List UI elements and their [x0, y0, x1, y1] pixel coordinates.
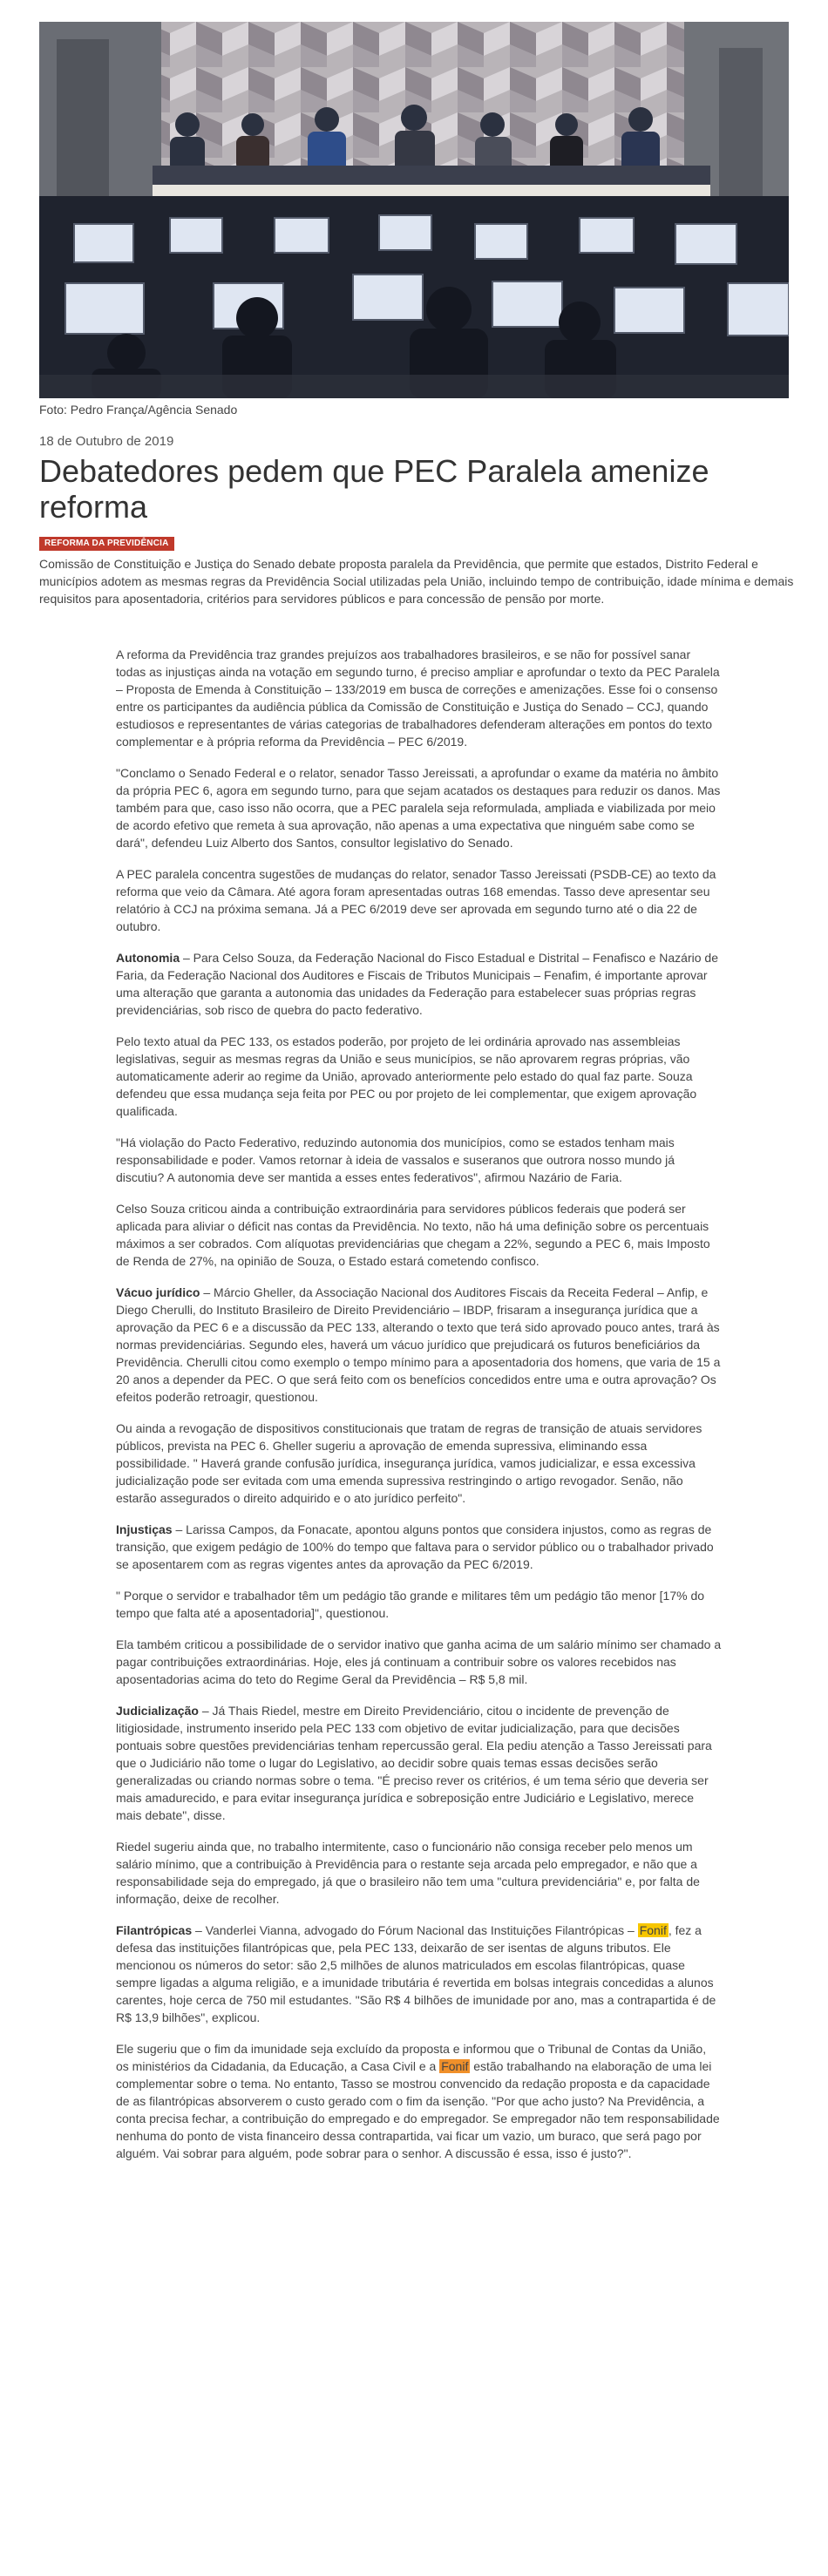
article-photo: [39, 22, 789, 398]
paragraph: A PEC paralela concentra sugestões de mudanças do relator, senador Tasso Jereissati (PSDB-CE) ao texto da reforma que veio da Câmara. Até agora foram apresentadas outras 168 emendas. Tasso deve apresentar seu relatório à CCJ na próxima semana. Já a PEC 6/2019 deve ser aprovada em segundo turno até o dia 22 de outubro.: [116, 867, 716, 933]
photo-caption: Foto: Pedro França/Agência Senado: [39, 403, 238, 417]
article-title: Debatedores pedem que PEC Paralela amenize reforma: [39, 453, 709, 525]
paragraph: Judicialização – Já Thais Riedel, mestre em Direito Previdenciário, citou o incidente de prevenção de litigiosidade, instrumento inserido pela PEC 133 com objetivo de evitar judicialização, para que decisões pontuais sobre questões previdenciárias tenham repercussão geral. Ela pediu atenção a Tasso Jereissati para que o Judiciário não tome o lugar do Legislativo, ao decidir sobre quais temas essas decisões serão generalizadas ou criando normas sobre o tema. "É preciso rever os critérios, é um tema sério que deveria ser mais amadurecido, e para evitar insegurança jurídica e sobreposição entre Judiciário e Legislativo, merece mais debate", disse.: [116, 1704, 712, 1822]
paragraph: " Porque o servidor e trabalhador têm um pedágio tão grande e militares têm um pedágio tão menor [17% do tempo que falta até a aposentadoria]", questionou.: [116, 1589, 705, 1620]
section-lead: Filantrópicas: [116, 1923, 193, 1937]
highlighted-term: Fonif: [441, 2059, 469, 2073]
paragraph: Ela também criticou a possibilidade de o servidor inativo que ganha acima de um salário mínimo ser chamado a pagar contribuições extraordinárias. Hoje, eles já continuam a contribuir sobre os valores recebidos nas aposentadorias acima do teto do Regime Geral da Previdência – R$ 5,8 mil.: [116, 1637, 722, 1686]
paragraph: Autonomia – Para Celso Souza, da Federação Nacional do Fisco Estadual e Distrital – Fenafisco e Nazário de Faria, da Federação Nacional dos Auditores e Fiscais de Tributos Municipais – Fenafim, é importante aprovar uma alteração que garanta a autonomia das unidades da Federação para estabelecer suas próprias regras previdenciárias, sob risco de quebra do pacto federativo.: [116, 951, 718, 1017]
section-lead: Judicialização: [116, 1704, 199, 1718]
paragraph: "Conclamo o Senado Federal e o relator, senador Tasso Jereissati, a aprofundar o exame da matéria no âmbito da própria PEC 6, agora em segundo turno, para que sejam acatados os destaques para reduzir os danos. Mas também para que, caso isso não ocorra, que a PEC paralela seja reformulada, ampliada e viabilizada por meio de acordo efetivo que remeta à sua aprovação, não apenas a uma expectativa que ninguém sabe como se dará", defendeu Luiz Alberto dos Santos, consultor legislativo do Senado.: [116, 766, 721, 850]
paragraph-final: Ele sugeriu que o fim da imunidade seja excluído da proposta e informou que o Tribunal de Contas da União, os ministérios da Cidadania, da Educação, a Casa Civil e a Fonif estão trabalhando na elaboração de uma lei complementar sobre o tema. No entanto, Tasso se mostrou convencido da redação proposta e da capacidade de as filantrópicas absorverem o custo gerado com o fim da isenção. "Por que acho justo? Na Previdência, a conta precisa fechar, a contribuição do empregado e do empregador. Se empregador não tem responsabilidade nenhuma do ponto de vista financeiro dessa contrapartida, vai ficar um vazio, um buraco, que será pago por alguém. Vai sobrar para alguém, pode sobrar para o senhor. A discussão é essa, isso é justo?".: [116, 2042, 720, 2160]
paragraph: Riedel sugeriu ainda que, no trabalho intermitente, caso o funcionário não consiga receber pelo menos um salário mínimo, que a contribuição à Previdência para o restante seja arcada pelo empregador, e não que a responsabilidade seja do empregado, já que o brasileiro não tem uma "cultura previdenciária" e, por falta de informação, deixe de recolher.: [116, 1840, 700, 1906]
publish-date: 18 de Outubro de 2019: [39, 434, 174, 449]
article-lead: Comissão de Constituição e Justiça do Senado debate proposta paralela da Previdência, que permite que estados, Distrito Federal e municípios adotem as mesmas regras da Previdência Social utilizadas pela União, incluindo tempo de contribuição, idade mínima e demais requisitos para aposentadoria, critérios para servidores públicos e para concessão de pensão por morte.: [39, 557, 794, 606]
paragraph: Injustiças – Larissa Campos, da Fonacate, apontou alguns pontos que considera injustos, como as regras de transição, que exigem pedágio de 100% do tempo que faltava para o servidor público ou o trabalhador privado se aposentarem com as regras vigentes antes da aprovação da PEC 6/2019.: [116, 1522, 714, 1571]
paragraph-filantropicas: Filantrópicas – Vanderlei Vianna, advogado do Fórum Nacional das Instituições Filantrópicas – Fonif , fez a defesa das instituições filantrópicas que, pela PEC 133, deixarão de ser isentas de alguns tributos. Ele mencionou os números do setor: são 2,5 milhões de alunos matriculados em escolas filantrópicas, quase sempre ligadas a alguma religião, e a imunidade tributária é revertida em bolsas integrais concedidas a alunos carentes, hoje cerca de 750 mil estudantes. "São R$ 4 bilhões de imunidade por ano, mas a contrapartida é de R$ 13,9 bilhões", explicou.: [116, 1923, 716, 2024]
section-lead: Autonomia: [116, 951, 180, 965]
category-tag[interactable]: REFORMA DA PREVIDÊNCIA: [39, 537, 174, 551]
highlighted-term: Fonif: [639, 1923, 667, 1937]
paragraph: Pelo texto atual da PEC 133, os estados poderão, por projeto de lei ordinária aprovado nas assembleias legislativas, seguir as mesmas regras da União e seus municípios, se não aprovarem regras próprias, vão automaticamente aderir ao regime da União, aprovado anteriormente pelo estado do qual faz parte. Souza defendeu que essa mudança seja feita por PEC ou por projeto de lei complementar, que exigem aprovação qualificada.: [116, 1034, 697, 1118]
paragraph: "Há violação do Pacto Federativo, reduzindo autonomia dos municípios, como se estados tenham mais responsabilidade e poder. Vamos retornar à ideia de vassalos e suseranos que outrora nosso mundo já discutiu? A autonomia deve ser mantida a esses entes federativos", afirmou Nazário de Faria.: [116, 1135, 675, 1184]
paragraph: Ou ainda a revogação de dispositivos constitucionais que tratam de regras de transição de atuais servidores públicos, prevista na PEC 6. Gheller sugeriu a aprovação de emenda supressiva, eliminando essa possibilidade. " Haverá grande confusão jurídica, insegurança jurídica, vamos judicializar, e essa excessiva judicialização pode ser evitada com uma emenda supressiva restringindo o artigo revogador. Senão, não estarão assegurados o direito adquirido e o ato jurídico perfeito".: [116, 1421, 702, 1505]
paragraph: Celso Souza criticou ainda a contribuição extraordinária para servidores públicos federais que poderá ser aplicada para aliviar o déficit nas contas da Previdência. No texto, não há uma definição sobre os percentuais máximos a ser cobrados. Com alíquotas previdenciárias que chegam a 22%, segundo a PEC 6, mais Imposto de Renda de 27%, na opinião de Souza, o Estado estará cometendo confisco.: [116, 1202, 710, 1268]
article-body: [116, 646, 722, 2176]
photo-illustration: [39, 22, 789, 398]
paragraph: Vácuo jurídico – Márcio Gheller, da Associação Nacional dos Auditores Fiscais da Receita Federal – Anfip, e Diego Cherulli, do Instituto Brasileiro de Direito Previdenciário – IBDP, frisaram a insegurança jurídica que a aprovação da PEC 6 e a discussão da PEC 133, alterando o texto que terá sido aprovado pouco antes, trará às normas previdenciárias. Segundo eles, haverá um vácuo jurídico que prejudicará os futuros beneficiários da Previdência. Cherulli citou como exemplo o tempo mínimo para a aposentadoria dos homens, que varia de 15 a 20 anos a depender da PEC. O que será feito com os benefícios concedidos entre uma e outra aprovação? Os efeitos poderão retroagir, questionou.: [116, 1285, 721, 1404]
section-lead: Injustiças: [116, 1522, 173, 1536]
section-lead: Vácuo jurídico: [116, 1285, 200, 1299]
paragraph: A reforma da Previdência traz grandes prejuízos aos trabalhadores brasileiros, e se não for possível sanar todas as injustiças ainda na votação em segundo turno, é preciso ampliar e aprofundar o texto da PEC Paralela – Proposta de Emenda à Constituição – 133/2019 em busca de correções e amenizações. Esse foi o consenso entre os participantes da audiência pública da Comissão de Constituição e Justiça do Senado – CCJ, quando estudiosos e representantes de várias categorias de trabalhadores defenderam alterações em pontos do texto complementar e à própria reforma da Previdência – PEC 6/2019.: [116, 647, 720, 749]
